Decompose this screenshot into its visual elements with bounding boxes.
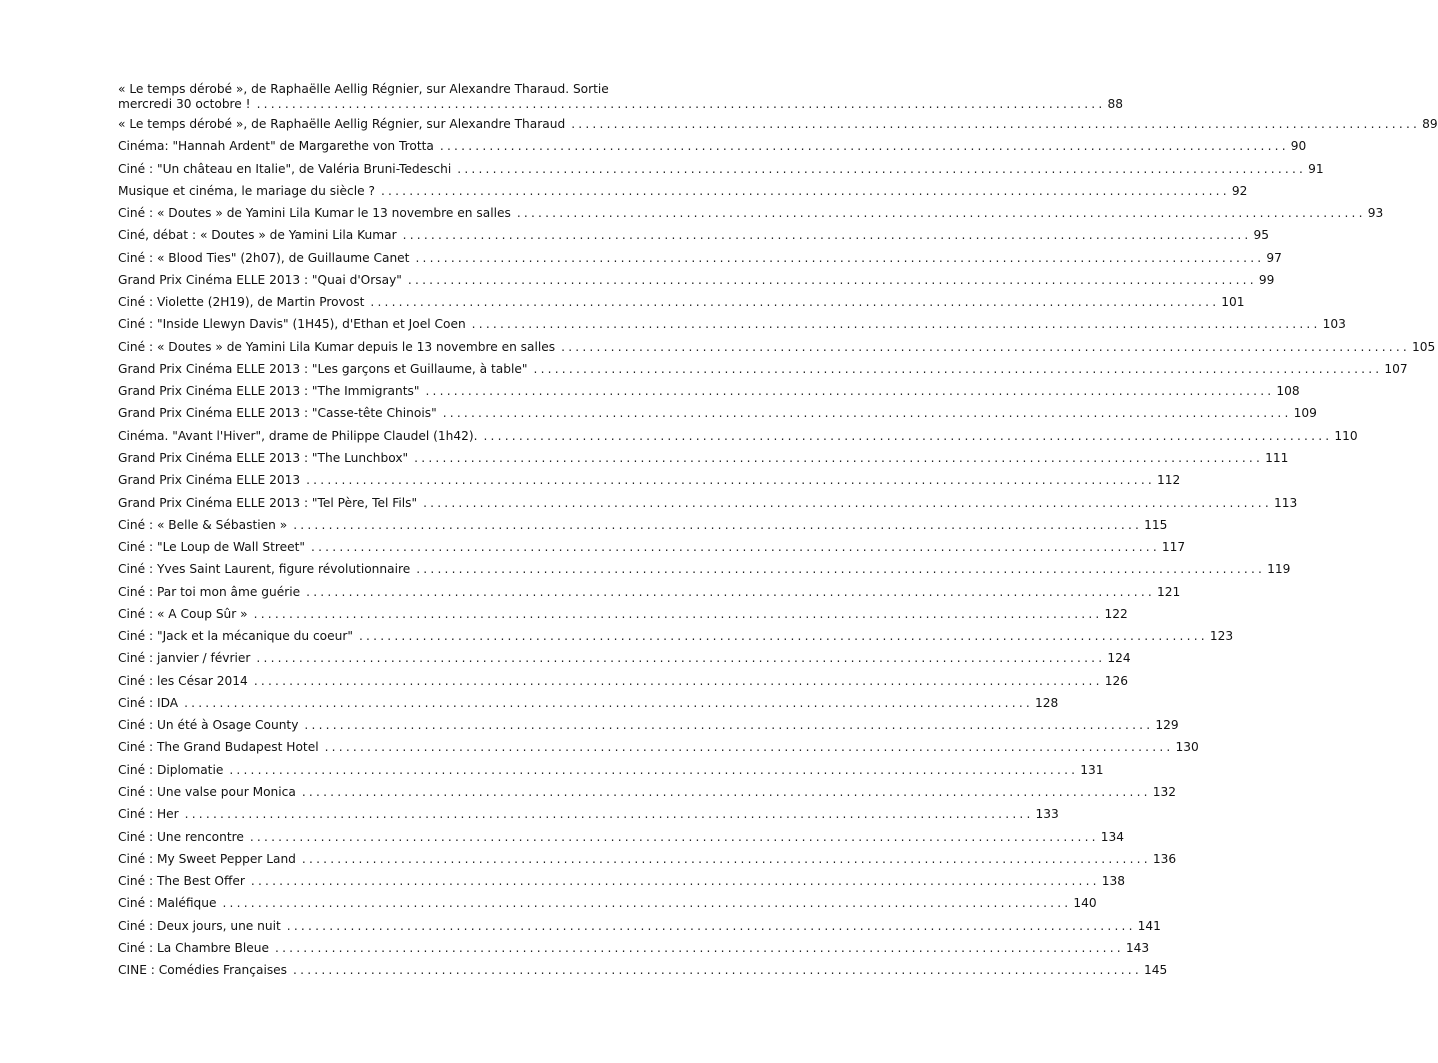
- toc-entry-title: Ciné : « Belle & Sébastien »: [118, 517, 288, 532]
- toc-entry-page: 110: [1334, 428, 1358, 443]
- dot-leader: ........................................................................................................................: [306, 473, 1155, 488]
- toc-entry-page: 105: [1412, 339, 1436, 354]
- toc-entry-page: 115: [1144, 517, 1168, 532]
- toc-entry-title: Grand Prix Cinéma ELLE 2013 : "Les garçons et Guillaume, à table": [118, 361, 528, 376]
- toc-entry-page: 131: [1080, 762, 1104, 777]
- toc-entry-title: Ciné : les César 2014: [118, 673, 248, 688]
- toc-entry-page: 93: [1367, 206, 1384, 221]
- toc-entry-title: Ciné : « Doutes » de Yamini Lila Kumar le 13 novembre en salles: [118, 206, 511, 221]
- dot-leader: ........................................................................................................................: [457, 161, 1307, 176]
- toc-entry-title: Ciné : "Un château en Italie", de Valéria Bruni-Tedeschi: [118, 161, 452, 176]
- toc-entry-page: 121: [1157, 584, 1181, 599]
- toc-entry[interactable]: [118, 384, 1300, 399]
- toc-entry-title: Ciné : IDA: [118, 695, 179, 710]
- toc-entry[interactable]: [118, 963, 1168, 978]
- toc-entry[interactable]: [118, 82, 1123, 112]
- toc-entry[interactable]: [118, 784, 1176, 800]
- toc-entry-title: Musique et cinéma, le mariage du siècle ?: [118, 183, 375, 198]
- toc-entry-page: 107: [1384, 361, 1408, 376]
- toc-entry-title: Grand Prix Cinéma ELLE 2013 : "Tel Père, Tel Fils": [118, 495, 418, 510]
- dot-leader: ........................................................................................................................: [516, 206, 1366, 221]
- dot-leader: ........................................................................................................................: [256, 97, 1106, 111]
- toc-entry-page: 143: [1125, 940, 1150, 955]
- toc-entry[interactable]: [118, 228, 1270, 243]
- toc-entry-page: 126: [1104, 673, 1128, 688]
- dot-leader: ........................................................................................................................: [184, 695, 1033, 710]
- toc-entry-title: Cinéma: "Hannah Ardent" de Margarethe von Trotta: [118, 139, 434, 154]
- toc-entry-title: Grand Prix Cinéma ELLE 2013 : "The Lunchbox": [118, 450, 409, 465]
- toc-entry-title: Ciné : "Jack et la mécanique du coeur": [118, 629, 353, 644]
- toc-entry-title: CINE : Comédies Françaises: [118, 963, 288, 978]
- toc-entry-page: 90: [1290, 139, 1307, 154]
- toc-entry-page: 130: [1175, 740, 1199, 755]
- dot-leader: ........................................................................................................................: [533, 361, 1383, 376]
- toc-entry-title: Grand Prix Cinéma ELLE 2013 : "Casse-tête Chinois": [118, 406, 437, 421]
- toc-entry-title: Ciné, débat : « Doutes » de Yamini Lila Kumar: [118, 228, 397, 243]
- toc-entry-page: 92: [1231, 183, 1248, 198]
- toc-entry[interactable]: [118, 295, 1245, 310]
- dot-leader: ........................................................................................................................: [402, 228, 1252, 243]
- toc-entry-page: 119: [1267, 562, 1291, 577]
- toc-entry-page: 129: [1155, 718, 1179, 733]
- toc-entry-page: 136: [1152, 851, 1177, 866]
- toc-entry[interactable]: [118, 629, 1234, 644]
- toc-entry[interactable]: [118, 918, 1161, 934]
- toc-entry-title: Ciné : "Le Loup de Wall Street": [118, 540, 306, 555]
- toc-entry-title: Ciné : janvier / février: [118, 651, 251, 666]
- toc-entry[interactable]: [118, 695, 1059, 711]
- toc-entry-page: 88: [1107, 97, 1123, 111]
- toc-entry-title: Grand Prix Cinéma ELLE 2013 : "The Immigrants": [118, 384, 420, 399]
- toc-entry[interactable]: [118, 272, 1275, 288]
- toc-entry-title: Ciné : Violette (2H19), de Martin Provost: [118, 295, 365, 310]
- toc-entry-title: Ciné : « Doutes » de Yamini Lila Kumar depuis le 13 novembre en salles: [118, 339, 556, 354]
- toc-entry-title: Grand Prix Cinéma ELLE 2013 : "Quai d'Orsay": [118, 272, 402, 287]
- toc-entry[interactable]: [118, 718, 1179, 733]
- toc-entry-page: 128: [1034, 695, 1059, 710]
- toc-entry-page: 124: [1107, 651, 1131, 666]
- toc-entry-title-line1: « Le temps dérobé », de Raphaëlle Aellig Régnier, sur Alexandre Tharaud. Sortie: [118, 82, 609, 96]
- toc-entry-page: 109: [1293, 406, 1317, 421]
- toc-entry[interactable]: [118, 406, 1317, 421]
- toc-entry-title: Ciné : « A Coup Sûr »: [118, 606, 248, 621]
- toc-entry-title: Ciné : Diplomatie: [118, 762, 224, 777]
- toc-entry-page: 141: [1137, 918, 1161, 933]
- toc-entry[interactable]: [118, 361, 1408, 377]
- toc-entry-title: « Le temps dérobé », de Raphaëlle Aellig Régnier, sur Alexandre Tharaud: [118, 117, 566, 131]
- toc-entry-page: 140: [1073, 896, 1097, 911]
- toc-entry-title: Ciné : Par toi mon âme guérie: [118, 584, 301, 599]
- toc-entry[interactable]: [118, 250, 1282, 266]
- toc-entry[interactable]: [118, 673, 1128, 689]
- dot-leader: ........................................................................................................................: [324, 740, 1174, 755]
- toc-entry-page: 134: [1100, 829, 1125, 844]
- toc-entry[interactable]: [118, 495, 1298, 511]
- toc-entry[interactable]: [118, 139, 1307, 154]
- dot-leader: ........................................................................................................................: [293, 963, 1142, 978]
- dot-leader: ........................................................................................................................: [439, 139, 1289, 154]
- dot-leader: ........................................................................................................................: [184, 807, 1034, 822]
- toc-entry-page: 95: [1253, 228, 1270, 243]
- toc-entry[interactable]: [118, 517, 1168, 533]
- dot-leader: ........................................................................................................................: [414, 450, 1264, 465]
- dot-leader: ........................................................................................................................: [415, 250, 1265, 265]
- toc-entry[interactable]: [118, 829, 1125, 845]
- dot-leader: ........................................................................................................................: [416, 562, 1266, 577]
- toc-entry[interactable]: [118, 740, 1199, 755]
- toc-entry-page: 133: [1035, 807, 1059, 822]
- toc-entry[interactable]: [118, 807, 1059, 822]
- dot-leader: ........................................................................................................................: [571, 117, 1421, 131]
- toc-entry-title: Ciné : "Inside Llewyn Davis" (1H45), d'Ethan et Joel Coen: [118, 317, 466, 332]
- dot-leader: ........................................................................................................................: [370, 295, 1220, 310]
- dot-leader: ........................................................................................................................: [253, 673, 1103, 688]
- toc-entry-title: Ciné : Une valse pour Monica: [118, 784, 296, 799]
- toc-entry-title: Ciné : Une rencontre: [118, 829, 244, 844]
- dot-leader: ........................................................................................................................: [358, 629, 1208, 644]
- dot-leader: ........................................................................................................................: [380, 183, 1230, 198]
- toc-entry[interactable]: [118, 584, 1181, 600]
- toc-entry-page: 113: [1273, 495, 1298, 510]
- dot-leader: ........................................................................................................................: [483, 428, 1333, 443]
- dot-leader: ........................................................................................................................: [423, 495, 1272, 510]
- table-of-contents: [118, 82, 1438, 985]
- toc-entry[interactable]: [118, 117, 1438, 132]
- toc-entry-page: 91: [1308, 161, 1324, 176]
- toc-entry[interactable]: [118, 651, 1131, 666]
- toc-entry-title: Ciné : Un été à Osage County: [118, 718, 299, 733]
- toc-entry-title: Ciné : My Sweet Pepper Land: [118, 851, 296, 866]
- dot-leader: ........................................................................................................................: [301, 784, 1151, 799]
- toc-entry-page: 145: [1143, 963, 1168, 978]
- dot-leader: ........................................................................................................................: [306, 584, 1156, 599]
- toc-entry[interactable]: [118, 450, 1289, 466]
- toc-entry-page: 89: [1422, 117, 1438, 131]
- dot-leader: ........................................................................................................................: [442, 406, 1292, 421]
- toc-entry-title: mercredi 30 octobre !: [118, 97, 251, 111]
- toc-entry[interactable]: [118, 851, 1177, 867]
- toc-entry[interactable]: [118, 940, 1150, 956]
- toc-entry[interactable]: [118, 896, 1097, 911]
- toc-entry[interactable]: [118, 762, 1104, 778]
- dot-leader: ........................................................................................................................: [301, 851, 1151, 866]
- dot-leader: ........................................................................................................................: [286, 918, 1136, 933]
- dot-leader: ........................................................................................................................: [311, 540, 1160, 555]
- dot-leader: ........................................................................................................................: [471, 317, 1321, 332]
- toc-entry[interactable]: [118, 183, 1248, 199]
- toc-entry[interactable]: [118, 206, 1384, 221]
- toc-entry-page: 101: [1221, 295, 1245, 310]
- toc-entry-page: 122: [1104, 606, 1128, 621]
- toc-entry-page: 99: [1258, 272, 1275, 287]
- toc-entry-title: Ciné : Deux jours, une nuit: [118, 918, 281, 933]
- dot-leader: ........................................................................................................................: [407, 272, 1257, 287]
- dot-leader: ........................................................................................................................: [253, 606, 1103, 621]
- dot-leader: ........................................................................................................................: [256, 651, 1106, 666]
- dot-leader: ........................................................................................................................: [304, 718, 1154, 733]
- toc-entry[interactable]: [118, 339, 1436, 355]
- toc-entry-page: 103: [1322, 317, 1346, 332]
- toc-entry-page: 112: [1156, 473, 1181, 488]
- toc-entry[interactable]: [118, 317, 1346, 332]
- dot-leader: ........................................................................................................................: [293, 517, 1143, 532]
- toc-entry-page: 108: [1276, 384, 1300, 399]
- toc-entry-title: Ciné : Maléfique: [118, 896, 217, 911]
- dot-leader: ........................................................................................................................: [249, 829, 1099, 844]
- toc-entry-title: Ciné : Her: [118, 807, 179, 822]
- toc-entry[interactable]: [118, 428, 1358, 444]
- dot-leader: ........................................................................................................................: [250, 874, 1100, 889]
- toc-entry-title: Ciné : « Blood Ties" (2h07), de Guillaume Canet: [118, 250, 410, 265]
- toc-entry-page: 111: [1265, 450, 1289, 465]
- dot-leader: ........................................................................................................................: [222, 896, 1072, 911]
- dot-leader: ........................................................................................................................: [275, 940, 1124, 955]
- toc-entry-page: 123: [1209, 629, 1234, 644]
- toc-entry[interactable]: [118, 606, 1128, 622]
- toc-entry-page: 97: [1266, 250, 1282, 265]
- dot-leader: ........................................................................................................................: [561, 339, 1411, 354]
- toc-entry[interactable]: [118, 540, 1186, 555]
- toc-entry[interactable]: [118, 473, 1181, 488]
- toc-entry-title: Ciné : La Chambre Bleue: [118, 940, 269, 955]
- toc-entry[interactable]: [118, 562, 1291, 577]
- toc-entry-page: 117: [1161, 540, 1186, 555]
- toc-entry-title: Ciné : Yves Saint Laurent, figure révolutionnaire: [118, 562, 411, 577]
- toc-entry-page: 138: [1101, 874, 1126, 889]
- dot-leader: ........................................................................................................................: [229, 762, 1079, 777]
- dot-leader: ........................................................................................................................: [425, 384, 1275, 399]
- toc-entry-title: Ciné : The Best Offer: [118, 874, 245, 889]
- toc-entry-page: 132: [1152, 784, 1176, 799]
- toc-entry-title: Ciné : The Grand Budapest Hotel: [118, 740, 319, 755]
- toc-entry-title: Cinéma. "Avant l'Hiver", drame de Philippe Claudel (1h42).: [118, 428, 478, 443]
- toc-entry-title: Grand Prix Cinéma ELLE 2013: [118, 473, 301, 488]
- toc-entry[interactable]: [118, 161, 1324, 177]
- toc-entry[interactable]: [118, 874, 1126, 889]
